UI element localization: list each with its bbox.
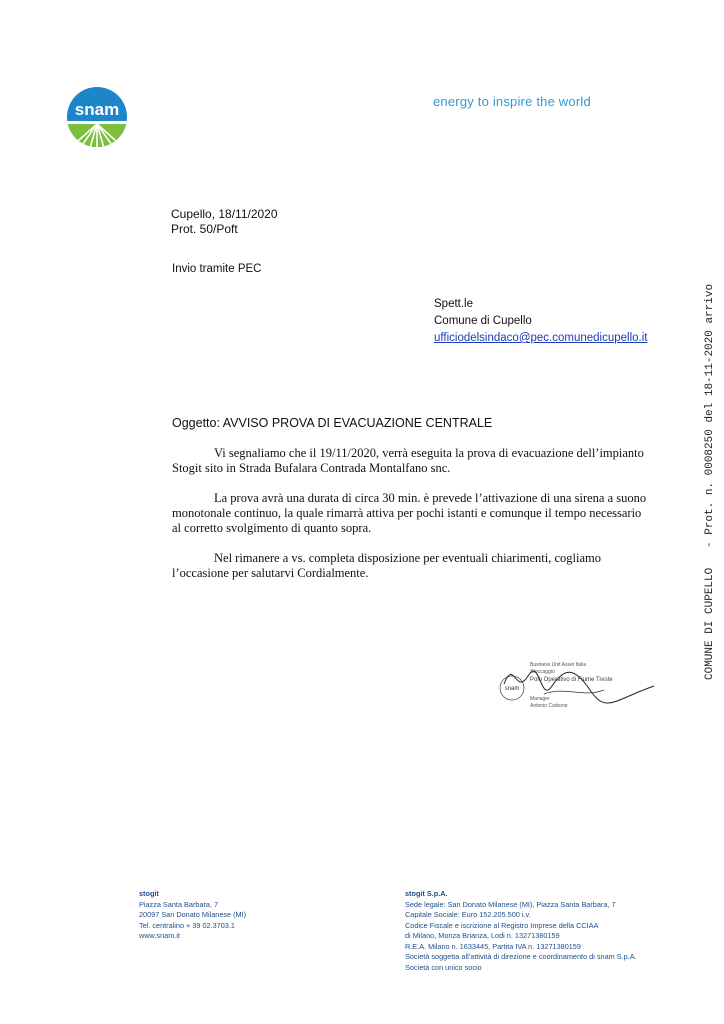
signature-line-person: Antonio Carbone: [530, 703, 568, 709]
recipient-block: [434, 296, 647, 347]
body-paragraph: Vi segnaliamo che il 19/11/2020, verrà eseguita la prova di evacuazione dell’impianto Stogit sito in Strada Bufalara Contrada Montalfano snc.: [172, 446, 644, 475]
tagline: energy to inspire the world: [433, 94, 591, 109]
signature-stamp-text: snam: [504, 686, 520, 692]
signature-line-role: Manager: [530, 696, 550, 702]
footer-left: [139, 889, 246, 942]
footer-legal-line: Capitale Sociale: Euro 152.205.500 i.v.: [405, 910, 531, 919]
footer-address-1: Piazza Santa Barbara, 7: [139, 899, 219, 909]
delivery-method: Invio tramite PEC: [172, 263, 262, 275]
signature-line-dept: Stoccaggio: [530, 669, 555, 675]
recipient-salutation: Spett.le: [434, 298, 473, 310]
protocol-number: Prot. 50/Poft: [171, 222, 238, 236]
place-date: Cupello, 18/11/2020: [171, 207, 278, 221]
footer-address-2: 20097 San Donato Milanese (MI): [139, 910, 247, 919]
footer-legal-line: R.E.A. Milano n. 1633445, Partita IVA n. 13271380159: [405, 941, 581, 951]
body-paragraph: La prova avrà una durata di circa 30 min. è prevede l’attivazione di una sirena a suono monotonale continuo, la quale rimarrà attiva per pochi istanti e comunque il tempo necessario al corretto svolgimento di quanto sopra.: [172, 491, 647, 535]
footer-legal-line: di Milano, Monza Brianza, Lodi n. 13271380159: [405, 931, 560, 940]
signature-line-unit: Business Unit Asset Italia: [530, 662, 587, 668]
footer-legal-line: Sede legale: San Donato Milanese (MI), Piazza Santa Barbara, 7: [405, 899, 616, 909]
footer-company: stogit: [139, 889, 159, 898]
footer-legal-company: stogit S.p.A.: [405, 889, 448, 898]
protocol-stamp-text: COMUNE DI CUPELLO - Prot. n. 0008250 del 18-11-2020 arrivo: [704, 283, 716, 680]
protocol-stamp: [704, 283, 720, 680]
body-paragraph: Nel rimanere a vs. completa disposizione per eventuali chiarimenti, cogliamo l’occasione per salutarvi Cordialmente.: [172, 551, 602, 580]
footer-phone: Tel. centralino + 39 02.3703.1: [139, 920, 235, 930]
letter-body: [172, 446, 652, 596]
recipient-name: Comune di Cupello: [434, 315, 532, 327]
signature-line-site: Polo Operativo di Fiume Treste: [530, 677, 613, 683]
subject-line: Oggetto: AVVISO PROVA DI EVACUAZIONE CENTRALE: [172, 416, 493, 430]
letter-header: [171, 207, 278, 237]
snam-logo: [66, 86, 128, 148]
signature-block: [494, 656, 664, 714]
recipient-email-link[interactable]: ufficiodelsindaco@pec.comunedicupello.it: [434, 332, 648, 344]
footer-legal-line: Codice Fiscale e iscrizione al Registro Imprese della CCIAA: [405, 920, 599, 930]
footer-legal-line: Società con unico socio: [405, 962, 482, 972]
handwritten-signature: [504, 671, 654, 703]
logo-wordmark: snam: [74, 100, 120, 119]
footer-website: www.snam.it: [139, 931, 180, 940]
footer-legal-line: Società soggetta all’attività di direzione e coordinamento di snam S.p.A.: [405, 952, 637, 961]
footer-right: [405, 889, 705, 973]
